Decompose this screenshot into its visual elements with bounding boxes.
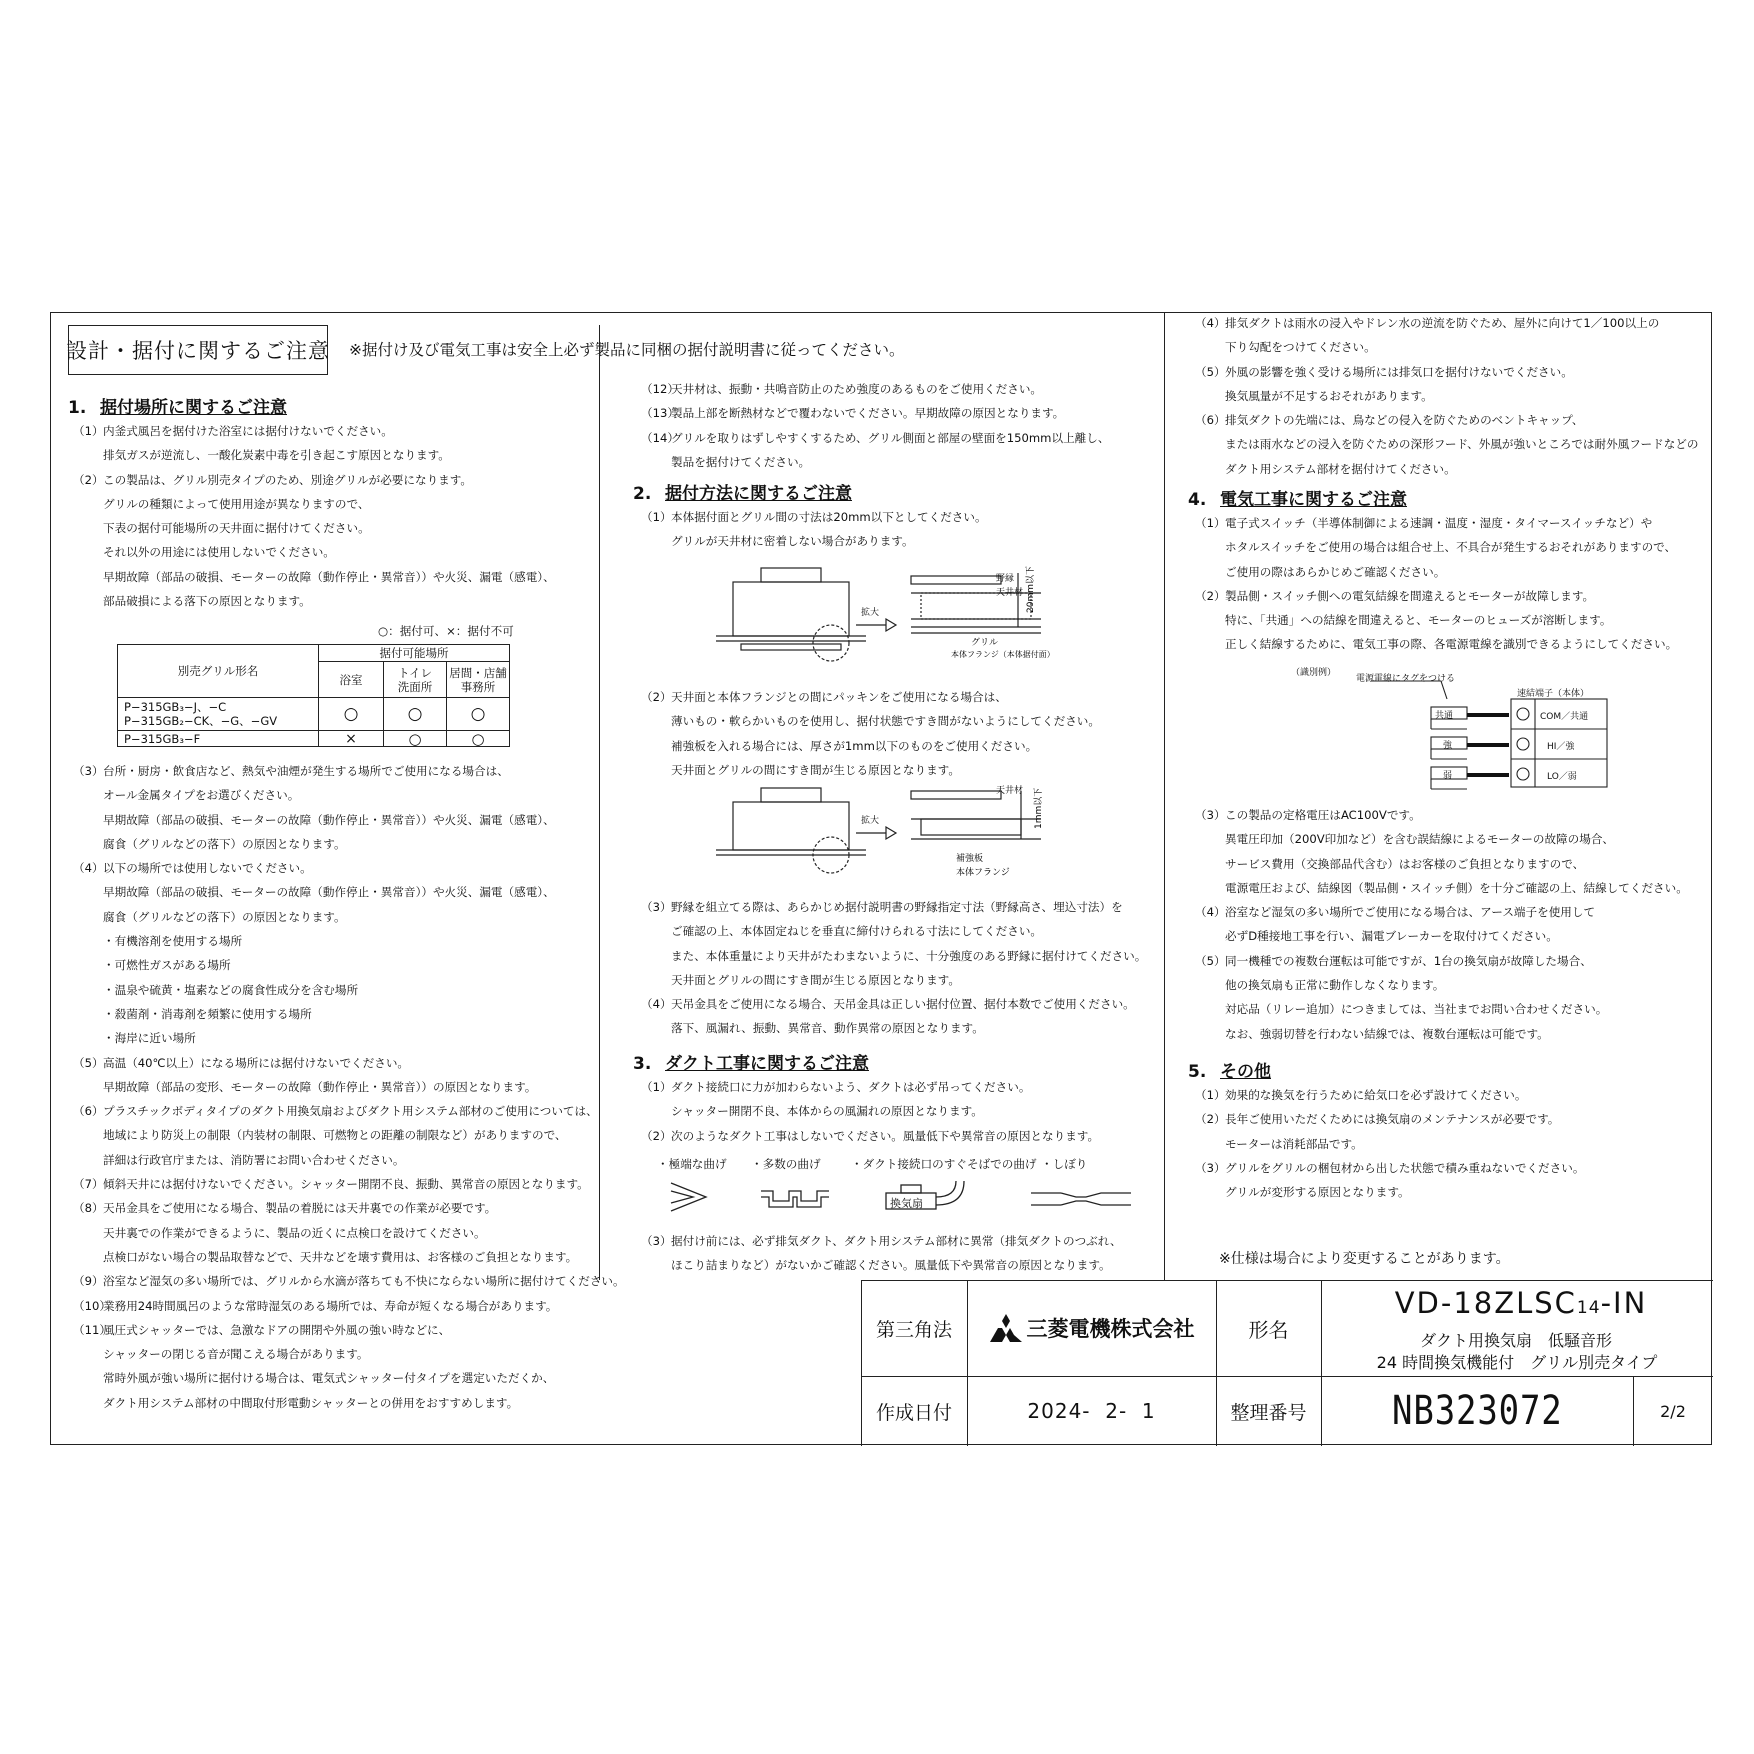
list-item [73, 759, 625, 783]
reference-number: NB323072 [1391, 1388, 1563, 1434]
wire-tag: 共通 [1435, 711, 1454, 721]
list-item [73, 540, 555, 564]
item-text: 腐食（グリルなどの落下）の原因となります。 [103, 836, 346, 851]
svg-text:天井材: 天井材 [996, 588, 1024, 598]
item-text: 異電圧印加（200V印加など）を含む誤結線によるモーターの故障の場合、 [1225, 832, 1615, 847]
item-number: （2） [73, 472, 104, 487]
mitsubishi-logo-icon [989, 1313, 1023, 1343]
item-text: 本体据付面とグリル間の寸法は20mm以下としてください。 [671, 510, 987, 524]
svg-text:本体フランジ: 本体フランジ [956, 868, 1010, 878]
list-item [1195, 1180, 1584, 1204]
item-text: 排気ダクトの先端には、鳥などの侵入を防ぐためのベントキャップ、 [1225, 413, 1584, 428]
model-label: 形名 [1248, 1317, 1289, 1342]
item-text: グリルが天井材に密着しない場合があります。 [671, 534, 914, 549]
list-item [641, 709, 1100, 733]
item-text: 製品上部を断熱材などで覆わないでください。早期故障の原因となります。 [671, 406, 1065, 421]
list-item [73, 492, 555, 516]
list-item [641, 944, 1146, 968]
list-item [1195, 360, 1699, 384]
section-4-list [1195, 511, 1677, 657]
wire-tag: 弱 [1443, 771, 1453, 781]
item-number: （2） [1195, 1112, 1226, 1127]
ceiling-mount-figure-2 [711, 783, 1111, 883]
svg-text:拡大: 拡大 [861, 816, 880, 826]
section-2-list-c [641, 895, 1146, 1041]
list-item [641, 734, 1100, 758]
item-text: ・海岸に近い場所 [103, 1031, 196, 1046]
section-2-list-b [641, 685, 1100, 782]
list-item [73, 1026, 625, 1050]
item-text: 必ずD種接地工事を行い、漏電ブレーカーを取付けてください。 [1225, 929, 1558, 944]
wire-tag: 強 [1443, 741, 1453, 751]
item-text: 早期故障（部品の破損、モーターの故障（動作停止・異常音））や火災、漏電（感電）、 [103, 569, 555, 584]
item-text: 傾斜天井には据付けないでください。シャッター開閉不良、振動、異常音の原因となります。 [103, 1177, 589, 1192]
item-number: （3） [1195, 808, 1226, 822]
item-number: （1） [1195, 516, 1226, 530]
list-item [73, 1075, 625, 1099]
table-row-name: P−315GB₃−F [118, 731, 319, 747]
item-text: 排気ダクトは雨水の浸入やドレン水の逆流を防ぐため、屋外に向けて1／100以上の [1225, 316, 1660, 330]
svg-text:拡大: 拡大 [861, 608, 880, 618]
item-text: 野縁を組立てる際は、あらかじめ据付説明書の野縁指定寸法（野縁高さ、埋込寸法）を [671, 900, 1123, 914]
list-item [641, 968, 1146, 992]
section-5-list [1195, 1083, 1584, 1204]
item-number: （12） [641, 382, 679, 396]
item-text: また、本体重量により天井がたわまないように、十分強度のある野縁に据付けてください。 [671, 948, 1147, 963]
model-number: VD-18ZLSC14-IN [1394, 1286, 1648, 1320]
list-item [73, 1123, 625, 1147]
item-text: 浴室など湿気の多い場所でご使用になる場合は、アース端子を使用して [1225, 905, 1596, 920]
item-number: （1） [641, 510, 672, 524]
product-description-2: 24 時間換気機能付 グリル別売タイプ [1376, 1353, 1658, 1372]
list-item [73, 1051, 625, 1075]
section-5-heading: 5. その他 [1188, 1062, 1271, 1082]
item-number: （3） [641, 900, 672, 914]
list-item [73, 783, 625, 807]
list-item [73, 565, 555, 589]
company-name: 三菱電機株式会社 [1026, 1317, 1195, 1341]
item-text: 薄いもの・軟らかいものを使用し、据付状態ですき間がないようにしてください。 [671, 714, 1100, 729]
list-item [73, 1245, 625, 1269]
list-item [73, 1002, 625, 1026]
fan-label: 換気扇 [890, 1197, 923, 1210]
item-text: 製品を据付けてください。 [671, 454, 811, 469]
list-item [641, 426, 1109, 450]
list-item [73, 978, 625, 1002]
list-item [1195, 852, 1688, 876]
list-item [73, 953, 625, 977]
item-text: 効果的な換気を行うために給気口を必ず設けてください。 [1225, 1088, 1527, 1102]
item-number: （5） [1195, 953, 1226, 968]
list-item [641, 1124, 1099, 1148]
section-3-list-b [641, 1229, 1122, 1278]
item-text: ダクト用システム部材の中間取付形電動シャッターとの併用をおすすめします。 [103, 1395, 519, 1410]
wiring-diagram [1351, 679, 1651, 799]
item-text: 点検口がない場合の製品取替などで、天井などを壊す費用は、お客様のご負担となります。 [103, 1249, 578, 1264]
list-item [73, 1099, 625, 1123]
item-text: 早期故障（部品の破損、モーターの故障（動作停止・異常音））や火災、漏電（感電）、 [103, 885, 555, 900]
item-text: この製品は、グリル別売タイプのため、別途グリルが必要になります。 [103, 472, 473, 487]
terminal-label: 速結端子（本体） [1517, 689, 1590, 699]
item-text: 地域により防災上の制限（内装材の制限、可燃物との距離の制限など）がありますので、 [103, 1128, 567, 1143]
item-text: ダクト用システム部材を据付けてください。 [1225, 461, 1456, 476]
svg-text:補強板: 補強板 [956, 854, 984, 864]
list-item [73, 808, 625, 832]
list-item [73, 929, 625, 953]
list-item [73, 1172, 625, 1196]
list-item [73, 589, 555, 613]
date-label: 作成日付 [875, 1401, 952, 1424]
svg-text:本体フランジ（本体据付面）: 本体フランジ（本体据付面） [951, 650, 1055, 659]
item-number: （5） [73, 1055, 104, 1070]
list-item [641, 529, 987, 553]
section-1-list [73, 419, 555, 613]
list-item [641, 450, 1109, 474]
section-3-list [641, 1075, 1099, 1148]
list-item [1195, 457, 1699, 481]
list-item [1195, 1132, 1584, 1156]
list-item [1195, 408, 1699, 432]
item-number: （6） [1195, 413, 1226, 428]
svg-text:1mm以下: 1mm以下 [1034, 787, 1044, 829]
item-text: ・有機溶剤を使用する場所 [103, 934, 243, 949]
table-cell: ○ [447, 698, 510, 731]
item-text: ご確認の上、本体固定ねじを垂直に締付けられる寸法にしてください。 [671, 924, 1043, 939]
item-text: 内釜式風呂を据付けた浴室には据付けないでください。 [103, 424, 393, 438]
item-text: 電源電圧および、結線図（製品側・スイッチ側）を十分ご確認の上、結線してください。 [1225, 880, 1688, 895]
item-text: 天井面とグリルの間にすき間が生じる原因となります。 [671, 972, 960, 987]
list-item [1195, 335, 1699, 359]
list-item [1195, 924, 1688, 948]
item-text: 天吊金具をご使用になる場合、製品の着脱には天井裏での作業が必要です。 [103, 1201, 497, 1216]
item-number: （3） [73, 764, 104, 778]
item-number: （2） [641, 1128, 672, 1143]
item-text: 他の換気扇も正常に動作しなくなります。 [1225, 978, 1445, 993]
table-header-grille: 別売グリル形名 [118, 645, 319, 698]
item-text: 対応品（リレー追加）につきましては、当社までお問い合わせください。 [1225, 1002, 1608, 1017]
sheet-title: 設計・据付に関するご注意 [68, 325, 328, 375]
reference-label: 整理番号 [1230, 1401, 1307, 1424]
table-cell: ○ [447, 731, 510, 747]
list-item [1195, 608, 1677, 632]
item-text: 早期故障（部品の変形、モーターの故障（動作停止・異常音））の原因となります。 [103, 1079, 537, 1094]
item-text: 詳細は行政官庁または、消防署にお問い合わせください。 [103, 1152, 405, 1167]
table-cell: ○ [319, 698, 384, 731]
item-text: ・殺菌剤・消毒剤を頻繁に使用する場所 [103, 1006, 312, 1021]
item-text: ホタルスイッチをご使用の場合は組合せ上、不具合が発生するおそれがありますので、 [1225, 540, 1677, 555]
item-text: グリルをグリルの梱包材から出した状態で積み重ねないでください。 [1225, 1160, 1585, 1175]
item-text: 風圧式シャッターでは、急激なドアの開閉や外風の強い時などに、 [103, 1322, 451, 1337]
item-text: 早期故障（部品の破損、モーターの故障（動作停止・異常音））や火災、漏電（感電）、 [103, 812, 555, 827]
item-text: 高温（40℃以上）になる場所には据付けないでください。 [103, 1055, 410, 1070]
list-item [1195, 511, 1677, 535]
item-text: 業務用24時間風呂のような常時湿気のある場所では、寿命が短くなる場合があります。 [103, 1298, 558, 1313]
section-4-list-b [1195, 803, 1688, 1046]
item-text: 補強板を入れる場合には、厚さが1mm以下のものをご使用ください。 [671, 738, 1038, 753]
item-text: モーターは消耗部品です。 [1225, 1136, 1363, 1151]
item-text: 部品破損による落下の原因となります。 [103, 594, 311, 609]
item-number: （3） [1195, 1160, 1226, 1175]
list-item [73, 419, 555, 443]
list-item [641, 377, 1109, 401]
item-text: 天井裏での作業ができるように、製品の近くに点検口を設けてください。 [103, 1225, 486, 1240]
item-text: 次のようなダクト工事はしないでください。風量低下や異常音の原因となります。 [671, 1128, 1100, 1143]
list-item [73, 1269, 625, 1293]
list-item [641, 401, 1109, 425]
list-item [73, 516, 555, 540]
item-text: グリルの種類によって使用用途が異なりますので、 [103, 496, 370, 511]
duct-example-label: ・しぼり [1041, 1157, 1088, 1171]
section-4-heading: 4. 電気工事に関するご注意 [1188, 490, 1407, 510]
tag-note: 電源電線にタグをつける [1356, 674, 1456, 684]
item-text: ご使用の際はあらかじめご確認ください。 [1225, 564, 1446, 579]
list-item [1195, 973, 1688, 997]
list-item [1195, 384, 1699, 408]
list-item [73, 1391, 625, 1415]
product-description-1: ダクト用換気扇 低騒音形 [1419, 1331, 1612, 1350]
item-text: ダクト接続口に力が加わらないよう、ダクトは必ず吊ってください。 [671, 1080, 1031, 1094]
list-item [73, 905, 625, 929]
item-text: 天吊金具をご使用になる場合、天吊金具は正しい据付位置、据付本数でご使用ください。 [671, 997, 1135, 1012]
projection-method: 第三角法 [875, 1318, 952, 1341]
table-legend: ○：据付可、×：据付不可 [378, 624, 514, 638]
item-text: なお、強弱切替を行わない結線では、複数台運転は可能です。 [1225, 1026, 1549, 1041]
safety-note: ※据付け及び電気工事は安全上必ず製品に同梱の据付説明書に従ってください。 [349, 341, 905, 359]
item-number: （13） [641, 406, 679, 421]
list-item [641, 685, 1100, 709]
list-item [641, 1016, 1146, 1040]
reference-number-cell [1321, 1376, 1633, 1446]
section-1-list-continued [73, 759, 625, 1415]
item-text: シャッター開閉不良、本体からの風漏れの原因となります。 [671, 1104, 983, 1119]
list-item [1195, 1022, 1688, 1046]
list-item [641, 919, 1146, 943]
list-item [73, 1366, 625, 1390]
item-number: （1） [73, 424, 104, 438]
item-number: （1） [641, 1080, 672, 1094]
list-item [73, 468, 555, 492]
list-item [1195, 949, 1688, 973]
duct-example-label: ・多数の曲げ [751, 1157, 821, 1171]
list-item [1195, 560, 1677, 584]
list-item [641, 1253, 1122, 1277]
table-cell: ○ [384, 698, 447, 731]
list-item [73, 832, 625, 856]
list-item [1195, 1107, 1584, 1131]
list-item [1195, 803, 1688, 827]
item-text: 天井材は、振動・共鳴音防止のため強度のあるものをご使用ください。 [671, 382, 1043, 396]
list-item [73, 1342, 625, 1366]
item-number: （4） [1195, 905, 1226, 920]
section-1-heading: 1. 据付場所に関するご注意 [68, 398, 287, 418]
list-item [1195, 632, 1677, 656]
item-number: （10） [73, 1298, 111, 1313]
list-item [73, 1294, 625, 1318]
item-text: 据付け前には、必ず排気ダクト、ダクト用システム部材に異常（排気ダクトのつぶれ、 [671, 1234, 1122, 1248]
table-col-toilet: トイレ 洗面所 [384, 662, 447, 698]
item-text: ・温泉や硫黄・塩素などの腐食性成分を含む場所 [103, 982, 359, 997]
company-cell [967, 1280, 1216, 1376]
list-item [1195, 432, 1699, 456]
item-text: 排気ガスが逆流し、一酸化炭素中毒を引き起こす原因となります。 [103, 448, 450, 463]
item-text: オール金属タイプをお選びください。 [103, 788, 300, 803]
creation-date: 2024- 2- 1 [1027, 1399, 1156, 1423]
item-number: （11） [73, 1322, 111, 1337]
item-text: グリルが変形する原因となります。 [1225, 1185, 1410, 1200]
item-text: ほこり詰まりなど）がないかご確認ください。風量低下や異常音の原因となります。 [671, 1258, 1111, 1273]
list-item [73, 443, 555, 467]
list-item [1195, 584, 1677, 608]
svg-text:野縁: 野縁 [996, 574, 1015, 584]
list-item [73, 856, 625, 880]
item-text: 落下、風漏れ、振動、異常音、動作異常の原因となります。 [671, 1021, 984, 1036]
item-text: 台所・厨房・飲食店など、熱気や油煙が発生する場所でご使用になる場合は、 [103, 764, 509, 778]
wiring-example-label: （識別例） [1291, 668, 1337, 678]
list-item [641, 1075, 1099, 1099]
item-text: 換気風量が不足するおそれがあります。 [1225, 388, 1433, 403]
item-number: （3） [641, 1234, 672, 1248]
drawing-sheet [50, 312, 1712, 1445]
svg-text:グリル: グリル [971, 638, 999, 648]
page-number: 2/2 [1660, 1401, 1686, 1421]
item-text: プラスチックボディタイプのダクト用換気扇およびダクト用システム部材のご使用については、 [103, 1104, 598, 1119]
item-number: （9） [73, 1274, 104, 1289]
table-cell: ○ [384, 731, 447, 747]
item-text: それ以外の用途には使用しないでください。 [103, 545, 335, 560]
spec-change-note: ※仕様は場合により変更することがあります。 [1219, 1251, 1510, 1267]
terminal-lo: LO／弱 [1547, 772, 1577, 782]
list-item [1195, 997, 1688, 1021]
list-item [1195, 876, 1688, 900]
item-text: この製品の定格電圧はAC100Vです。 [1225, 808, 1421, 822]
list-item [73, 1221, 625, 1245]
item-text: 常時外風が強い場所に据付ける場合は、電気式シャッター付タイプを選定いただくか、 [103, 1371, 555, 1386]
item-text: 天井面とグリルの間にすき間が生じる原因となります。 [671, 762, 960, 777]
item-number: （14） [641, 430, 679, 445]
item-text: 以下の場所では使用しないでください。 [103, 861, 312, 876]
list-item [641, 992, 1146, 1016]
terminal-hi: HI／強 [1547, 742, 1575, 752]
item-text: シャッターの閉じる音が聞こえる場合があります。 [103, 1347, 369, 1362]
item-text: 下表の据付可能場所の天井面に据付けてください。 [103, 521, 370, 536]
grille-table [117, 644, 510, 747]
section-3-heading: 3. ダクト工事に関するご注意 [633, 1054, 869, 1074]
list-item [641, 1229, 1122, 1253]
item-text: 下り勾配をつけてください。 [1225, 340, 1376, 355]
item-number: （4） [641, 997, 672, 1012]
item-number: （2） [641, 690, 672, 704]
section-3-list-tail [1195, 311, 1699, 481]
section-1-list-tail [641, 377, 1109, 474]
list-item [73, 1318, 625, 1342]
column-divider [1164, 313, 1165, 1280]
ceiling-mount-figure-1 [711, 563, 1111, 675]
item-text: 電子式スイッチ（半導体制御による速調・温度・湿度・タイマースイッチなど）や [1225, 516, 1653, 530]
list-item [641, 505, 987, 529]
title-block [861, 1280, 1713, 1446]
item-number: （4） [73, 861, 104, 876]
list-item [641, 1099, 1099, 1123]
item-number: （7） [73, 1177, 104, 1192]
list-item [641, 895, 1146, 919]
list-item [1195, 827, 1688, 851]
table-col-bathroom: 浴室 [319, 662, 384, 698]
item-text: 腐食（グリルなどの落下）の原因となります。 [103, 909, 346, 924]
item-text: 正しく結線するために、電気工事の際、各電源電線を識別できるようにしてください。 [1225, 637, 1678, 652]
item-number: （6） [73, 1104, 104, 1119]
item-text: または雨水などの浸入を防ぐための深形フード、外風が強いところでは耐外風フードなどの [1225, 437, 1699, 452]
list-item [1195, 535, 1677, 559]
item-number: （4） [1195, 316, 1226, 330]
svg-text:20mm以下: 20mm以下 [1026, 566, 1036, 613]
table-cell: × [319, 731, 384, 747]
table-row-name: P−315GB₃−J、−C P−315GB₂−CK、−G、−GV [118, 698, 319, 731]
duct-example-label: ・ダクト接続口のすぐそばでの曲げ [851, 1157, 1037, 1171]
item-text: 天井面と本体フランジとの間にパッキンをご使用になる場合は、 [671, 690, 1007, 704]
list-item [1195, 311, 1699, 335]
list-item [73, 1196, 625, 1220]
list-item [641, 758, 1100, 782]
list-item [1195, 1083, 1584, 1107]
item-text: 製品側・スイッチ側への電気結線を間違えるとモーターが故障します。 [1225, 588, 1595, 603]
terminal-com: COM／共通 [1540, 712, 1589, 722]
item-text: 浴室など湿気の多い場所では、グリルから水滴が落ちても不快にならない場所に据付けてください。 [103, 1274, 625, 1289]
item-text: グリルを取りはずしやすくするため、グリル側面と部屋の壁面を150mm以上離し、 [671, 430, 1110, 445]
table-col-living: 居間・店舗 事務所 [447, 662, 510, 698]
duct-example-label: ・極端な曲げ [657, 1157, 727, 1171]
section-2-list [641, 505, 987, 554]
item-text: 特に、「共通」への結線を間違えると、モーターのヒューズが溶断します。 [1225, 613, 1612, 628]
list-item [73, 1148, 625, 1172]
table-header-locations: 据付可能場所 [319, 645, 510, 662]
item-text: ・可燃性ガスがある場所 [103, 958, 231, 973]
list-item [1195, 900, 1688, 924]
item-number: （5） [1195, 364, 1226, 379]
section-2-heading: 2. 据付方法に関するご注意 [633, 484, 852, 504]
item-text: サービス費用（交換部品代含む）はお客様のご負担となりますので、 [1225, 856, 1585, 871]
item-text: 同一機種での複数台運転は可能ですが、1台の換気扇が故障した場合、 [1225, 953, 1592, 968]
list-item [1195, 1156, 1584, 1180]
item-number: （2） [1195, 588, 1226, 603]
item-text: 外風の影響を強く受ける場所には排気口を据付けないでください。 [1225, 364, 1573, 379]
item-text: 長年ご使用いただくためには換気扇のメンテナンスが必要です。 [1225, 1112, 1560, 1127]
svg-text:天井材: 天井材 [996, 786, 1024, 796]
item-number: （1） [1195, 1088, 1226, 1102]
list-item [73, 880, 625, 904]
item-number: （8） [73, 1201, 104, 1216]
